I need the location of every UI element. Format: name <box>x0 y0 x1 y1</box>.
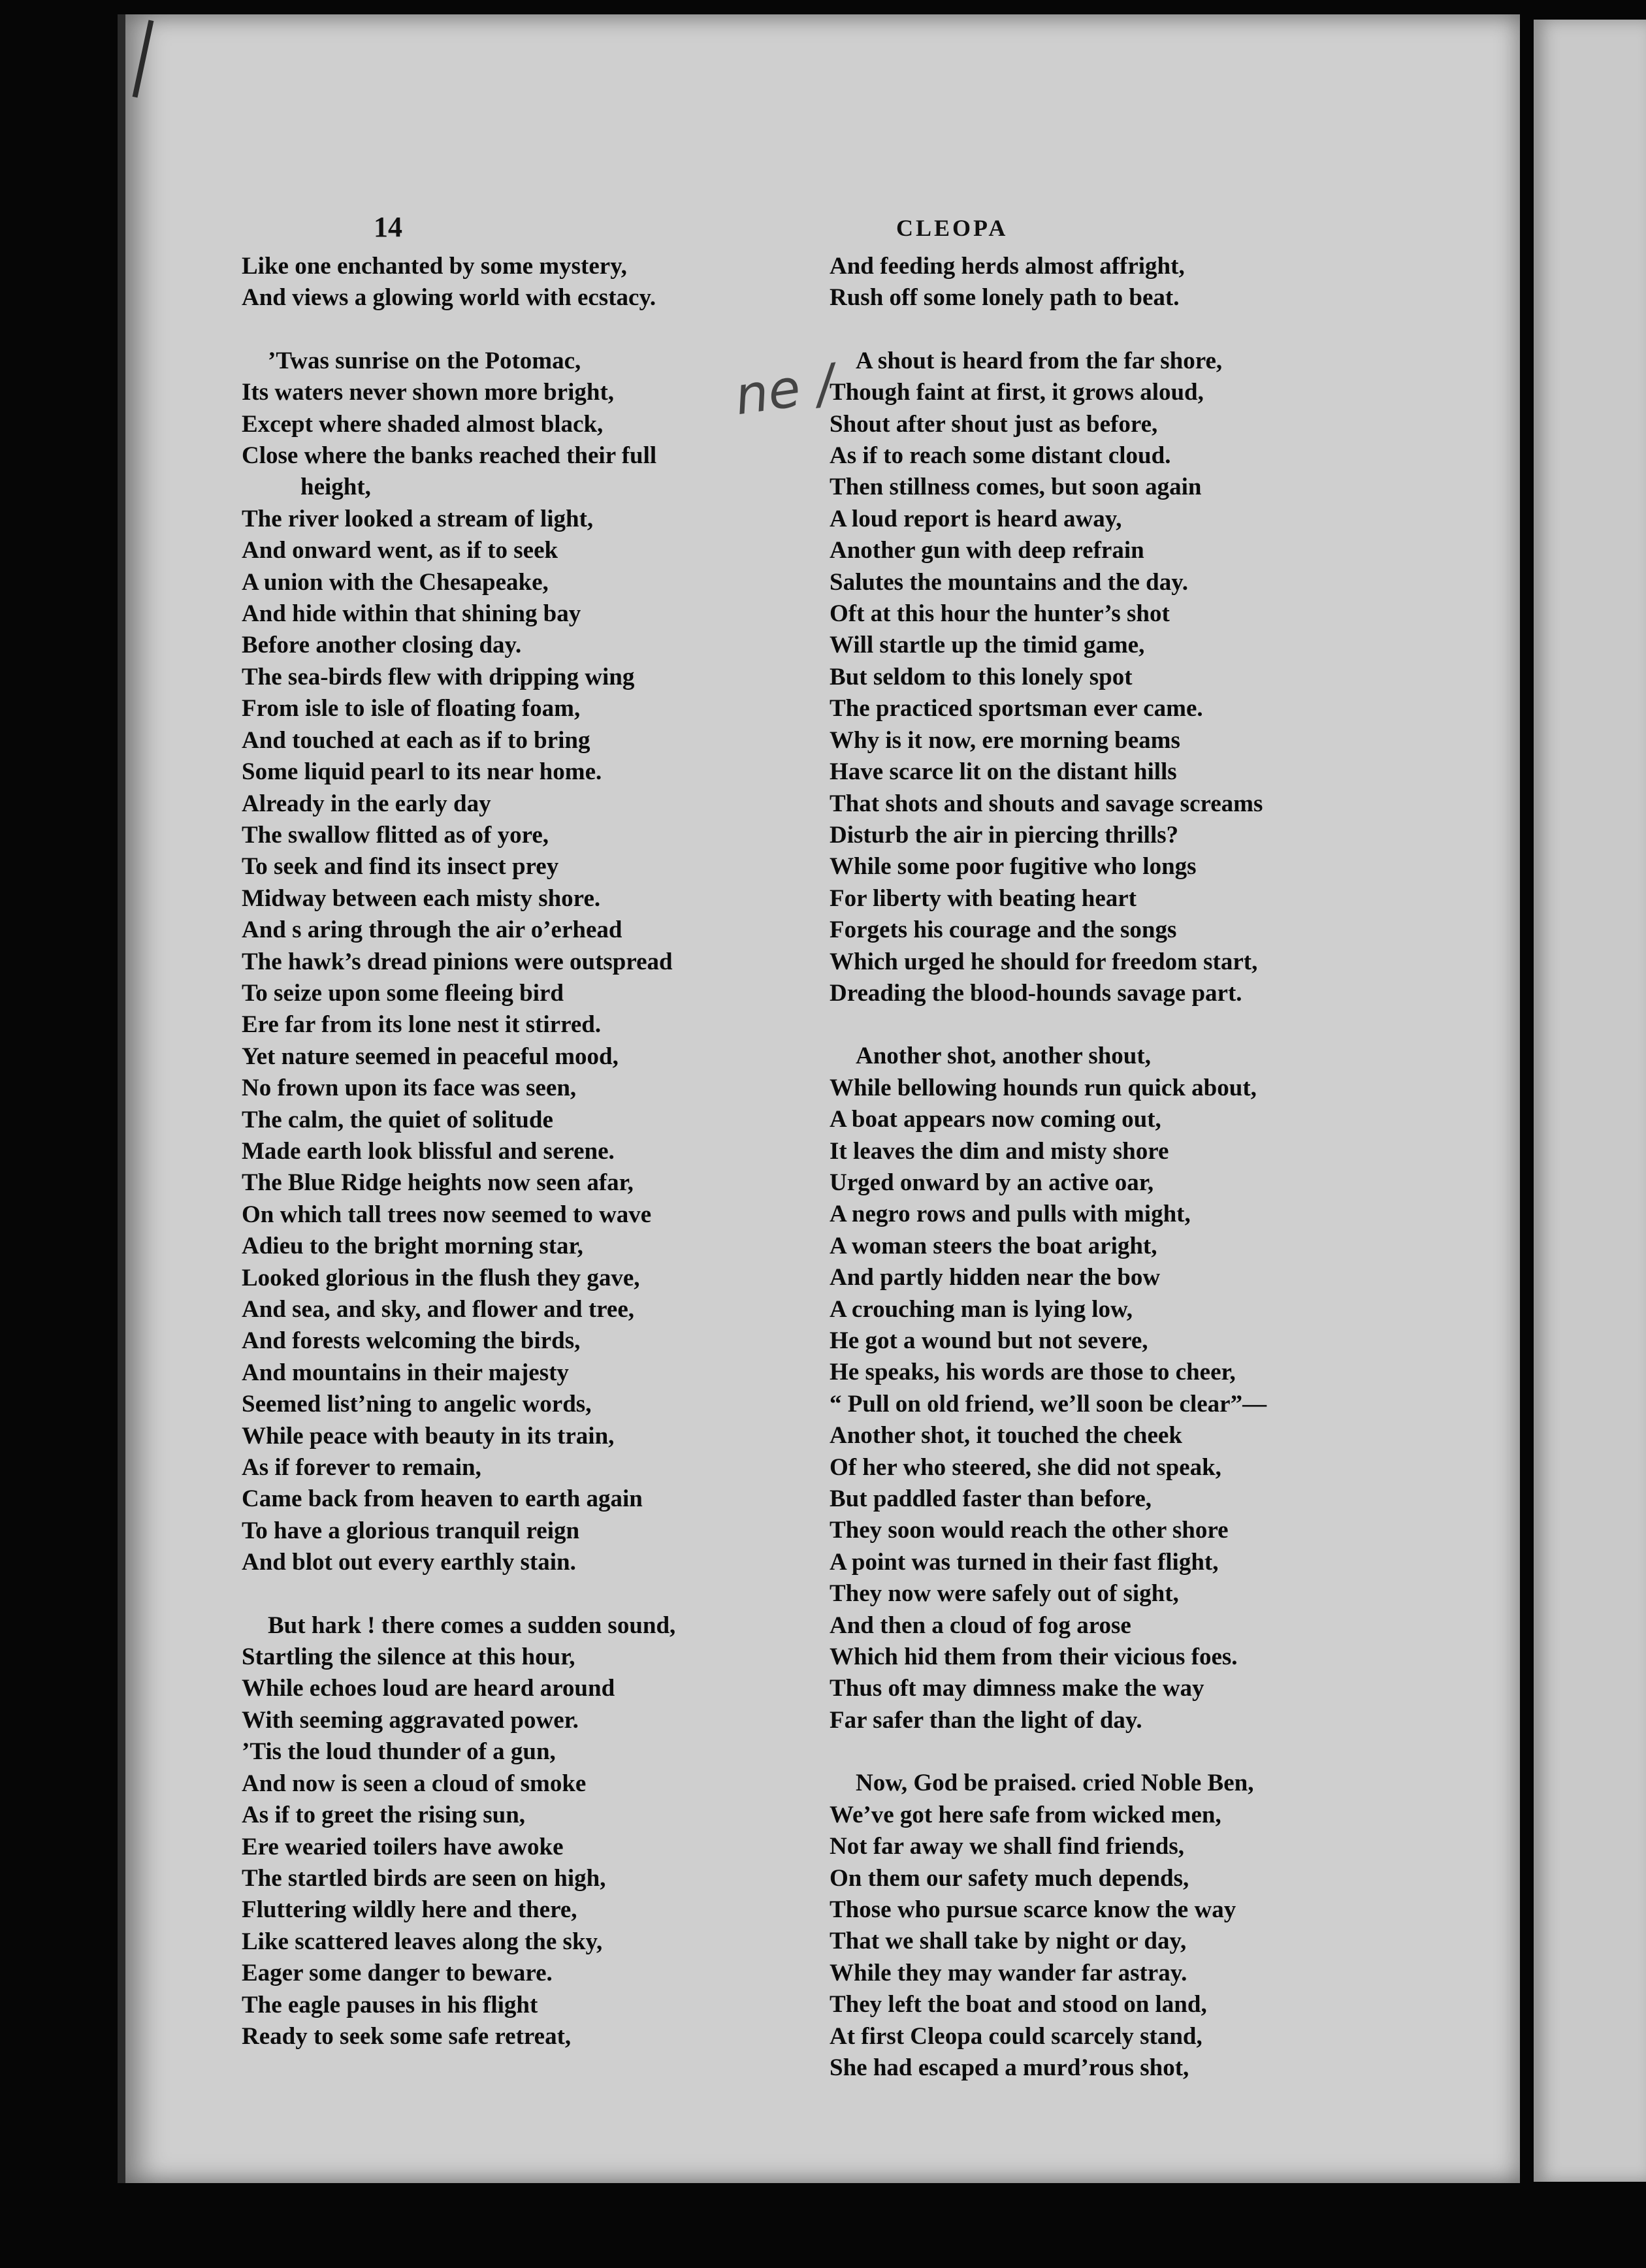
poem-line: The swallow flitted as of yore, <box>242 821 549 849</box>
poem-line: Forgets his courage and the songs <box>830 916 1177 944</box>
poem-line: Those who pursue scarce know the way <box>830 1896 1236 1923</box>
poem-line: Now, God be praised. cried Noble Ben, <box>856 1770 1254 1797</box>
poem-line: And views a glowing world with ecstacy. <box>242 284 656 312</box>
poem-line: Not far away we shall find friends, <box>830 1833 1185 1860</box>
poem-line: Then stillness comes, but soon again <box>830 474 1202 501</box>
poem-line: And blot out every earthly stain. <box>242 1549 576 1576</box>
poem-line: Have scarce lit on the distant hills <box>830 758 1177 786</box>
poem-line: They soon would reach the other shore <box>830 1517 1229 1544</box>
poem-line: While bellowing hounds run quick about, <box>830 1074 1257 1101</box>
poem-line: He got a wound but not severe, <box>830 1327 1148 1354</box>
poem-line: Already in the early day <box>242 790 491 817</box>
poem-line: A crouching man is lying low, <box>830 1295 1133 1323</box>
poem-line: A negro rows and pulls with might, <box>830 1201 1191 1228</box>
poem-line: Ready to seek some safe retreat, <box>242 2022 572 2050</box>
poem-line: Like scattered leaves along the sky, <box>242 1928 603 1955</box>
poem-line: On them our safety much depends, <box>830 1864 1189 1892</box>
poem-line: Of her who steered, she did not speak, <box>830 1453 1221 1481</box>
poem-line: Disturb the air in piercing thrills? <box>830 821 1179 849</box>
poem-line: Urged onward by an active oar, <box>830 1169 1154 1196</box>
poem-line: Its waters never shown more bright, <box>242 379 615 406</box>
poem-line: At first Cleopa could scarcely stand, <box>830 2022 1202 2050</box>
poem-line: The calm, the quiet of solitude <box>242 1106 553 1133</box>
poem-line: To have a glorious tranquil reign <box>242 1517 580 1544</box>
poem-line: For liberty with beating heart <box>830 884 1137 912</box>
poem-line: Made earth look blissful and serene. <box>242 1137 615 1165</box>
poem-line: They left the boat and stood on land, <box>830 1991 1207 2018</box>
poem-line: On which tall trees now seemed to wave <box>242 1201 652 1228</box>
poem-line: A union with the Chesapeake, <box>242 568 549 596</box>
poem-line: That we shall take by night or day, <box>830 1928 1187 1955</box>
poem-line: Yet nature seemed in peaceful mood, <box>242 1043 619 1070</box>
poem-line: And sea, and sky, and flower and tree, <box>242 1296 635 1323</box>
poem-line: Far safer than the light of day. <box>830 1706 1142 1734</box>
poem-line: Like one enchanted by some mystery, <box>242 253 627 280</box>
poem-line: Rush off some lonely path to beat. <box>830 284 1180 312</box>
poem-line: Another shot, another shout, <box>856 1043 1151 1070</box>
poem-line: No frown upon its face was seen, <box>242 1075 577 1102</box>
poem-line: But paddled faster than before, <box>830 1485 1152 1513</box>
poem-line: But seldom to this lonely spot <box>830 663 1133 690</box>
stanza <box>242 346 830 1579</box>
stanza <box>242 251 830 314</box>
poem-line: Ere far from its lone nest it stirred. <box>242 1011 602 1039</box>
poem-line: The Blue Ridge heights now seen afar, <box>242 1169 634 1197</box>
poem-line: Though faint at first, it grows aloud, <box>830 379 1204 406</box>
running-title: CLEOPA <box>896 215 1009 241</box>
poem-line: Which urged he should for freedom start, <box>830 948 1258 975</box>
stanza <box>830 1041 1391 1736</box>
stanza <box>830 1768 1391 2084</box>
poem-line: Another shot, it touched the cheek <box>830 1422 1182 1450</box>
poem-line: And hide within that shining bay <box>242 600 581 628</box>
poem-line: The sea-birds flew with dripping wing <box>242 663 635 690</box>
poem-line: From isle to isle of floating foam, <box>242 695 581 722</box>
poem-line: With seeming aggravated power. <box>242 1706 579 1734</box>
poem-line: The hawk’s dread pinions were outspread <box>242 948 673 975</box>
poem-line: Eager some danger to beware. <box>242 1960 553 1987</box>
poem-line: And now is seen a cloud of smoke <box>242 1770 587 1797</box>
poem-line: Why is it now, ere morning beams <box>830 726 1180 754</box>
poem-line: As if to greet the rising sun, <box>242 1802 526 1829</box>
poem-line: As if forever to remain, <box>242 1454 481 1482</box>
poem-line: Fluttering wildly here and there, <box>242 1896 577 1924</box>
poem-line: The river looked a stream of light, <box>242 505 594 532</box>
poem-line: Will startle up the timid game, <box>830 632 1145 659</box>
poem-line: The startled birds are seen on high, <box>242 1864 606 1892</box>
poem-line: The practiced sportsman ever came. <box>830 695 1203 722</box>
poem-line: And mountains in their majesty <box>242 1359 569 1386</box>
page-header <box>125 210 1520 250</box>
stanza <box>242 1610 830 2053</box>
poem-line: And s aring through the air o’erhead <box>242 916 622 944</box>
poem-line: She had escaped a murd’rous shot, <box>830 2054 1189 2081</box>
poem-line: We’ve got here safe from wicked men, <box>830 1801 1221 1828</box>
poem-line: Looked glorious in the flush they gave, <box>242 1264 640 1291</box>
poem-line: Thus oft may dimness make the way <box>830 1675 1204 1702</box>
poem-line: A shout is heard from the far shore, <box>856 347 1223 374</box>
poem-line: Ere wearied toilers have awoke <box>242 1833 564 1860</box>
poem-line: While echoes loud are heard around <box>242 1675 615 1702</box>
poem-line: And then a cloud of fog arose <box>830 1612 1131 1639</box>
poem-line: Before another closing day. <box>242 632 522 659</box>
poem-line: It leaves the dim and misty shore <box>830 1137 1169 1165</box>
poem-line: Close where the banks reached their full <box>242 442 657 470</box>
poem-line: Midway between each misty shore. <box>242 884 601 912</box>
poem-line: Startling the silence at this hour, <box>242 1644 575 1671</box>
poem-line: And touched at each as if to bring <box>242 726 590 754</box>
poem-line: The eagle pauses in his flight <box>242 1991 538 2018</box>
poem-line: And partly hidden near the bow <box>830 1264 1161 1291</box>
poem-line: Salutes the mountains and the day. <box>830 568 1188 596</box>
page-number: 14 <box>374 211 402 243</box>
poem-line: Shout after shout just as before, <box>830 410 1158 438</box>
poem-line: To seek and find its insect prey <box>242 853 559 881</box>
poem-right-column <box>830 251 1391 2115</box>
poem-line: Except where shaded almost black, <box>242 410 604 438</box>
poem-line: height, <box>300 474 371 501</box>
poem-line: He speaks, his words are those to cheer, <box>830 1359 1236 1386</box>
poem-line: While some poor fugitive who longs <box>830 853 1197 881</box>
poem-line: Some liquid pearl to its near home. <box>242 758 602 786</box>
poem-line: Dreading the blood-hounds savage part. <box>830 979 1242 1007</box>
stanza <box>830 346 1391 1010</box>
poem-line: A loud report is heard away, <box>830 505 1122 532</box>
poem-line: A point was turned in their fast flight, <box>830 1548 1219 1576</box>
poem-line: While peace with beauty in its train, <box>242 1422 615 1450</box>
poem-line: ’Twas sunrise on the Potomac, <box>268 347 581 374</box>
facing-page-edge <box>1534 20 1646 2182</box>
poem-line: ’Tis the loud thunder of a gun, <box>242 1738 556 1766</box>
poem-line: And onward went, as if to seek <box>242 537 558 564</box>
poem-line: They now were safely out of sight, <box>830 1580 1179 1608</box>
poem-line: To seize upon some fleeing bird <box>242 979 564 1007</box>
handwritten-margin-note: ne / <box>731 352 839 427</box>
poem-line: As if to reach some distant cloud. <box>830 442 1171 470</box>
stanza <box>830 251 1391 314</box>
poem-line: A woman steers the boat aright, <box>830 1232 1157 1259</box>
poem-line: Oft at this hour the hunter’s shot <box>830 600 1170 628</box>
poem-line: Another gun with deep refrain <box>830 537 1144 564</box>
poem-line: While they may wander far astray. <box>830 1959 1187 1986</box>
poem-line: But hark ! there comes a sudden sound, <box>268 1612 676 1639</box>
poem-line: A boat appears now coming out, <box>830 1106 1161 1133</box>
poem-line: And feeding herds almost affright, <box>830 253 1185 280</box>
poem-line: Adieu to the bright morning star, <box>242 1233 583 1260</box>
poem-line: Which hid them from their vicious foes. <box>830 1644 1238 1671</box>
poem-line: And forests welcoming the birds, <box>242 1327 581 1355</box>
poem-line: That shots and shouts and savage screams <box>830 790 1263 817</box>
poem-line: “ Pull on old friend, we’ll soon be clear”— <box>830 1390 1267 1418</box>
poem-line: Seemed list’ning to angelic words, <box>242 1391 592 1418</box>
poem-left-column <box>242 251 830 2084</box>
poem-line: Came back from heaven to earth again <box>242 1485 643 1513</box>
